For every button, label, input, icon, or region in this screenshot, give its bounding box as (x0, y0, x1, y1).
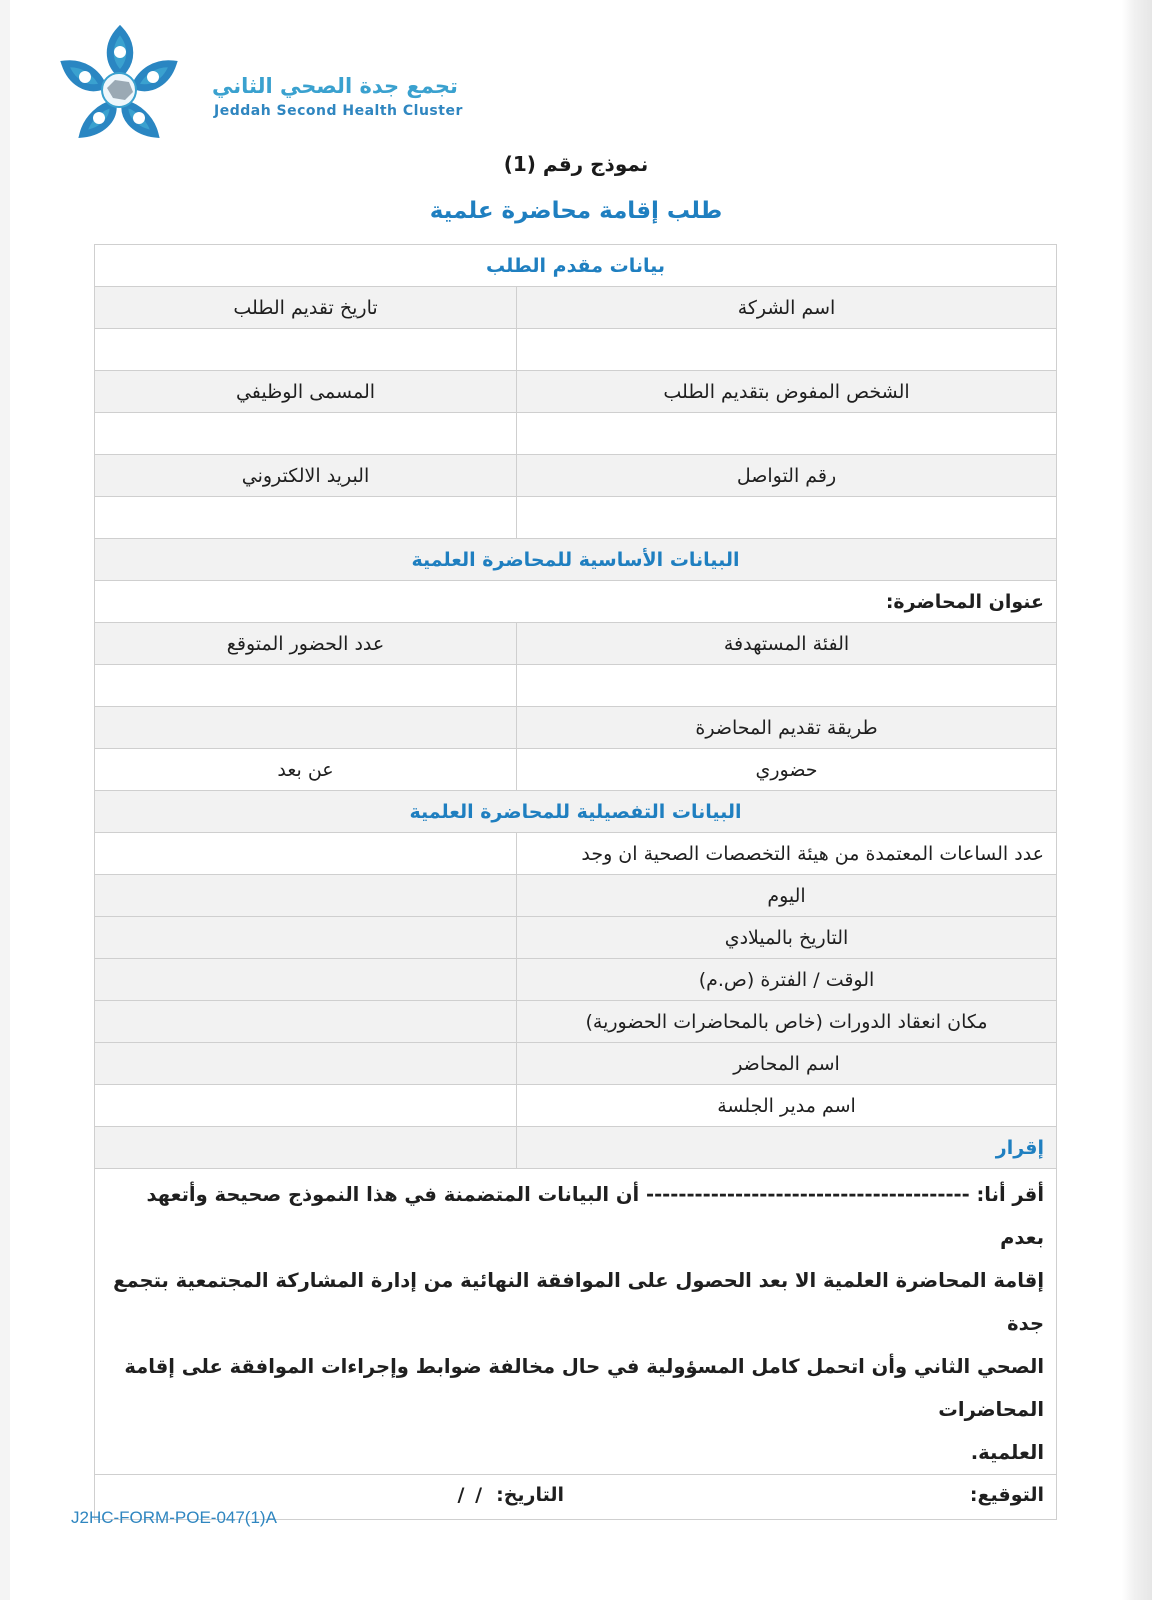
expected-attendance-label: عدد الحضور المتوقع (95, 623, 517, 665)
declaration-title-empty (95, 1127, 517, 1169)
authorized-person-field[interactable] (517, 413, 1057, 455)
accredited-hours-label: عدد الساعات المعتمدة من هيئة التخصصات الصحية ان وجد (517, 833, 1057, 875)
date-label: التاريخ: (496, 1484, 565, 1506)
expected-attendance-field[interactable] (95, 665, 517, 707)
submission-date-label: تاريخ تقديم الطلب (95, 287, 517, 329)
table-row (95, 1043, 1057, 1085)
cluster-logo-icon (55, 22, 185, 144)
declaration-line-3: الصحي الثاني وأن اتحمل كامل المسؤولية في حال مخالفة ضوابط وإجراءات الموافقة على إقامة المحاضرات (124, 1355, 1045, 1421)
accredited-hours-field[interactable] (95, 833, 517, 875)
applicant-section-row (95, 245, 1057, 287)
day-label: اليوم (517, 875, 1057, 917)
form-title: طلب إقامة محاضرة علمية (429, 198, 723, 224)
email-label: البريد الالكتروني (95, 455, 517, 497)
form-code: J2HC-FORM-POE-047(1)A (71, 1508, 277, 1527)
declaration-line-2: إقامة المحاضرة العلمية الا بعد الحصول على الموافقة النهائية من إدارة المشاركة المجتمعية بتجمع جدة (113, 1269, 1045, 1335)
declaration-title-row (95, 1127, 1057, 1169)
in-person-option[interactable]: حضوري (517, 749, 1057, 791)
time-period-field[interactable] (95, 959, 517, 1001)
authorized-person-label: الشخص المفوض بتقديم الطلب (517, 371, 1057, 413)
signature-label: التوقيع: (969, 1484, 1045, 1506)
declaration-line-4: العلمية. (970, 1441, 1045, 1464)
declaration-text-row (95, 1169, 1057, 1475)
job-title-label: المسمى الوظيفي (95, 371, 517, 413)
table-row (95, 1085, 1057, 1127)
table-row (95, 413, 1057, 455)
logo-english-text: Jeddah Second Health Cluster (214, 103, 463, 119)
table-row (95, 497, 1057, 539)
table-row (95, 623, 1057, 665)
basic-section-title: البيانات الأساسية للمحاضرة العلمية (95, 539, 1057, 581)
delivery-method-empty (95, 707, 517, 749)
lecture-title-field[interactable]: عنوان المحاضرة: (95, 581, 1057, 623)
table-row (95, 959, 1057, 1001)
session-manager-field[interactable] (95, 1085, 517, 1127)
contact-number-label: رقم التواصل (517, 455, 1057, 497)
lecturer-name-label: اسم المحاضر (517, 1043, 1057, 1085)
table-row (95, 749, 1057, 791)
request-form-table (94, 244, 1057, 1520)
table-row (95, 917, 1057, 959)
target-group-label: الفئة المستهدفة (517, 623, 1057, 665)
logo-arabic-text: تجمع جدة الصحي الثاني (212, 74, 458, 98)
delivery-method-label: طريقة تقديم المحاضرة (517, 707, 1057, 749)
table-row (95, 455, 1057, 497)
declaration-title: إقرار (517, 1127, 1057, 1169)
lecturer-name-field[interactable] (95, 1043, 517, 1085)
time-period-label: الوقت / الفترة (ص.م) (517, 959, 1057, 1001)
detailed-section-row (95, 791, 1057, 833)
table-row (95, 287, 1057, 329)
session-manager-label: اسم مدير الجلسة (517, 1085, 1057, 1127)
page-left-edge (0, 0, 10, 1600)
applicant-section-title: بيانات مقدم الطلب (95, 245, 1057, 287)
declaration-text (95, 1169, 1057, 1475)
submission-date-field[interactable] (95, 329, 517, 371)
gregorian-date-field[interactable] (95, 917, 517, 959)
declaration-line-1: أقر أنا: ---------------------------------------- أن البيانات المتضمنة في هذا النموذج صحيحة وأتعهد بعدم (146, 1183, 1045, 1249)
table-row (95, 371, 1057, 413)
email-field[interactable] (95, 497, 517, 539)
day-field[interactable] (95, 875, 517, 917)
basic-section-row (95, 539, 1057, 581)
remote-option[interactable]: عن بعد (95, 749, 517, 791)
job-title-field[interactable] (95, 413, 517, 455)
page-right-edge-shadow (1122, 0, 1152, 1600)
table-row (95, 833, 1057, 875)
venue-label: مكان انعقاد الدورات (خاص بالمحاضرات الحضورية) (517, 1001, 1057, 1043)
venue-field[interactable] (95, 1001, 517, 1043)
table-row (95, 1001, 1057, 1043)
target-group-field[interactable] (517, 665, 1057, 707)
contact-number-field[interactable] (517, 497, 1057, 539)
table-row (95, 665, 1057, 707)
table-row (95, 581, 1057, 623)
date-field[interactable]: / / (457, 1484, 485, 1506)
table-row (95, 875, 1057, 917)
table-row (95, 329, 1057, 371)
company-name-field[interactable] (517, 329, 1057, 371)
gregorian-date-label: التاريخ بالميلادي (517, 917, 1057, 959)
company-name-label: اسم الشركة (517, 287, 1057, 329)
form-number: نموذج رقم (1) (503, 152, 649, 176)
detailed-section-title: البيانات التفصيلية للمحاضرة العلمية (95, 791, 1057, 833)
table-row (95, 707, 1057, 749)
